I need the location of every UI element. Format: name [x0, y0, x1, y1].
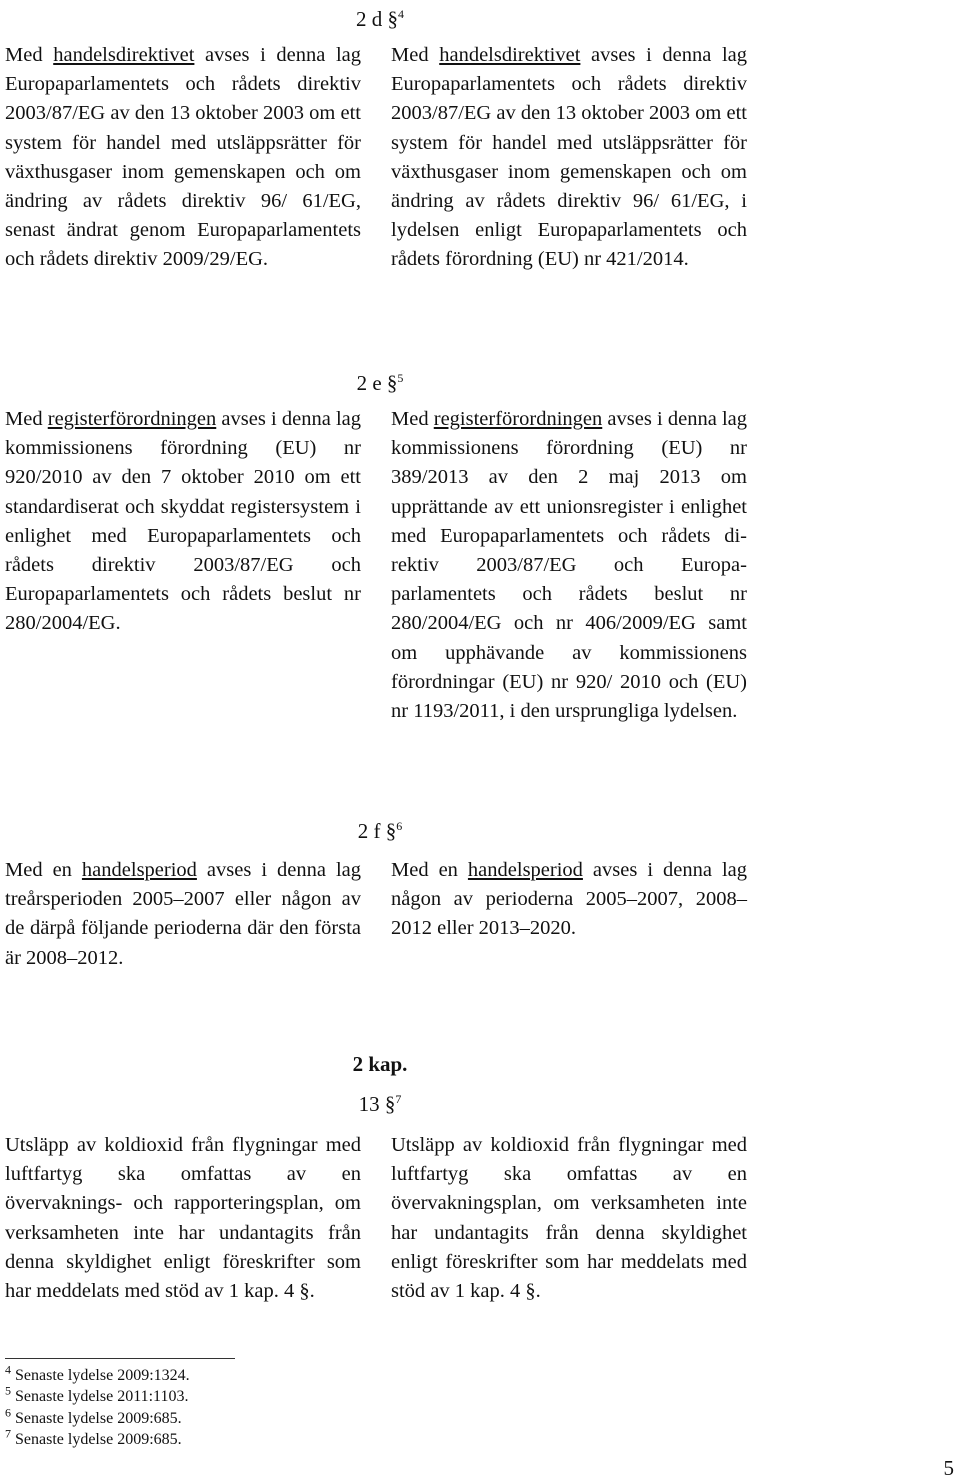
section-number: 2 d: [356, 7, 383, 31]
defined-term: handelsperiod: [81, 859, 197, 881]
defined-term: handelsdirektivet: [53, 44, 195, 66]
section-2d-proposed-text: Med handelsdirektivet avses i denna lag Europaparlamentets och rådets direktiv 2003/87/EG av den 13 oktober 2003 om ett system för handel med utsläppsrätter för växthusgaser inom gemenskapen och om ändring av rådets direktiv 96/ 61/EG, i lydelsen enligt Europaparlamentets och rådets förordning (EU) nr 421/2014.: [391, 44, 748, 271]
footnotes: [5, 1362, 190, 1450]
footnote-ref: 7: [395, 1092, 402, 1106]
section-heading-2f: [0, 818, 760, 844]
section-number: 13: [358, 1092, 380, 1116]
footnote-6: $^6$ Senaste lydelse 2009:685.: [5, 1405, 182, 1427]
section-2f-proposed-text: Med en handelsperiod avses i denna lag någon av perioderna 2005–2007, 2008–2012 eller 2013–2020.: [391, 859, 747, 940]
section-number: 2 e: [356, 371, 382, 395]
section-heading-13: [0, 1091, 760, 1117]
section-2e-current-text: Med registerförordningen avses i denna lag kommissionens förordning (EU) nr 920/2010 av den 7 oktober 2010 om ett standardiserat och skyddat registersystem i enlighet med Europaparlamentets och rådets direktiv 2003/87/EG och Europaparlamentets och rådets beslut nr 280/2004/EG.: [5, 408, 362, 635]
chapter-heading: 2 kap.: [352, 1052, 408, 1076]
footnote-ref: 4: [398, 7, 404, 21]
section-2d-current-text: Med handelsdirektivet avses i denna lag Europaparlamentets och rådets direktiv 2003/87/EG av den 13 oktober 2003 om ett system för handel med utsläppsrätter för växthusgaser inom gemenskapen och om ändring av rådets direktiv 96/ 61/EG, senast ändrat genom Europaparlamentets och rådets direktiv 2009/29/EG.: [5, 44, 362, 271]
section-13-proposed-text: Utsläpp av koldioxid från flygningar med luftfartyg ska omfattas av en övervakningsplan, om verksamheten inte har undantagits från denna skyldighet enligt föreskrifter som har meddelats med stöd av 1 kap. 4 §.: [391, 1134, 747, 1303]
section-sign: §: [385, 819, 397, 843]
footnote-7: $^7$ Senaste lydelse 2009:685.: [5, 1426, 182, 1448]
defined-term: registerförordningen: [433, 408, 603, 430]
section-2e-proposed-text: Med registerförordningen avses i denna lag kommissionens förordning (EU) nr 389/2013 av den 2 maj 2013 om upprättande av ett unionsregister i enlighet med Europaparlamentets och rådets direktiv 2003/87/EG och Europaparlamentets och rådets beslut nr 280/2004/EG och nr 406/2009/EG samt om upphävande av kommissionens förordningar (EU) nr 920/ 2010 och (EU) nr 1193/2011, i den ursprungliga lydelsen.: [391, 408, 748, 723]
section-2f-current-text: Med en handelsperiod avses i denna lag treårsperioden 2005–2007 eller någon av de därpå följande perioderna där den första är 2008–2012.: [5, 859, 361, 969]
section-heading-2e: [0, 370, 760, 396]
section-13-current-text: Utsläpp av koldioxid från flygningar med luftfartyg ska omfattas av en övervaknings- och rapporteringsplan, om verksamheten inte har undantagits från denna skyldighet enligt föreskrifter som har meddelats med stöd av 1 kap. 4 §.: [5, 1134, 361, 1303]
footnote-4: $^4$ Senaste lydelse 2009:1324.: [5, 1362, 190, 1384]
defined-term: registerförordningen: [47, 408, 217, 430]
page-number: 5: [943, 1456, 954, 1480]
section-heading-2d: [0, 6, 760, 32]
footnote-ref: 6: [396, 819, 403, 833]
defined-term: handelsperiod: [467, 859, 583, 881]
footnote-5: $^5$ Senaste lydelse 2011:1103.: [5, 1383, 189, 1406]
section-sign: §: [384, 1092, 396, 1116]
section-number: 2 f: [357, 819, 381, 843]
section-sign: §: [387, 7, 398, 31]
defined-term: handelsdirektivet: [439, 44, 581, 66]
section-sign: §: [386, 371, 398, 395]
footnote-divider: [5, 1358, 235, 1359]
footnote-ref: 5: [397, 371, 404, 385]
